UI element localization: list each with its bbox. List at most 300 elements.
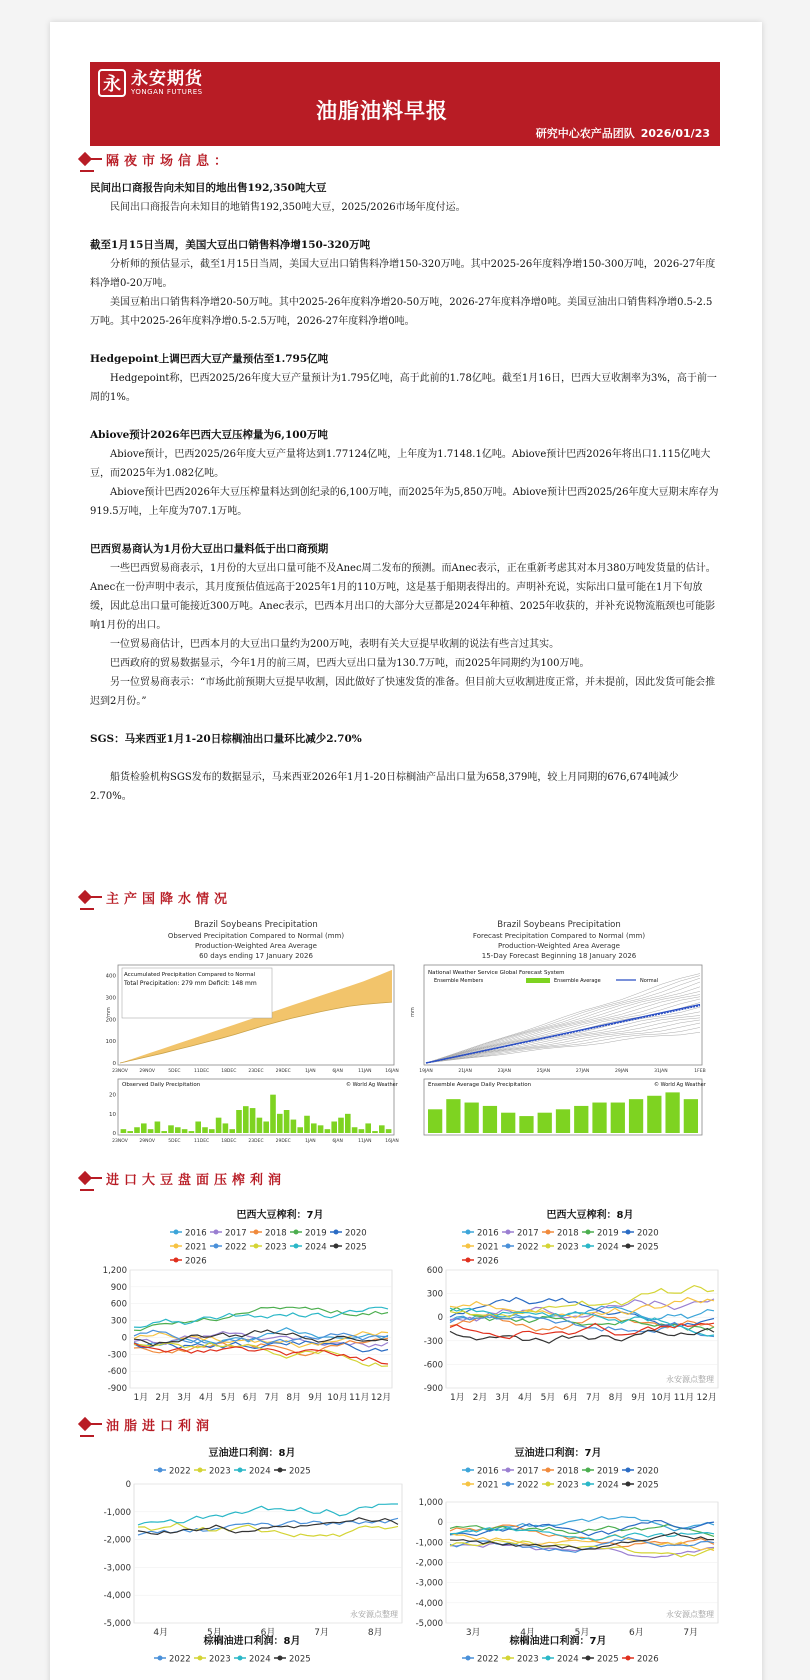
legend-label: 2016	[477, 1228, 499, 1239]
x-tick: 1月	[133, 1393, 149, 1403]
legend-marker	[506, 1482, 511, 1487]
legend-label: 2022	[477, 1654, 499, 1665]
news-title: Hedgepoint上调巴西大豆产量预估至1.795亿吨	[90, 353, 329, 365]
legend-label: 2025	[289, 1654, 311, 1665]
legend-label: 2020	[637, 1228, 659, 1239]
legend-label: 2025	[637, 1480, 659, 1491]
y-tick: -2,000	[415, 1558, 443, 1569]
section-title: 油脂进口利润	[106, 1419, 215, 1434]
legend-marker	[334, 1230, 339, 1235]
fc-daily-bar	[538, 1113, 552, 1133]
obs-daily-bar	[277, 1114, 283, 1133]
fc-x-tick: 27JAN	[575, 1069, 590, 1074]
x-tick: 7月	[585, 1393, 601, 1403]
y-tick: -600	[423, 1360, 443, 1371]
chart-title: 棕榈油进口利润：8月	[203, 1636, 301, 1647]
report-banner	[90, 62, 720, 146]
report-subtitle	[530, 125, 710, 141]
news-item	[90, 539, 720, 711]
chart-title: 豆油进口利润：7月	[514, 1448, 602, 1459]
legend-label: 2019	[597, 1228, 619, 1239]
x-tick: 11月	[673, 1393, 695, 1403]
x-tick: 8月	[367, 1628, 383, 1638]
news-paragraph: 美国豆粕出口销售料净增20-50万吨。其中2025-26年度料净增20-50万吨，2026-27年度料净增0吨。美国豆油出口销售料净增0.5-2.5万吨。其中2025-26年度料净增0.5-2.5万吨，2026-27年度料净增0吨。	[90, 297, 713, 327]
y-tick: 0	[125, 1480, 131, 1490]
fc-daily-bar	[684, 1099, 698, 1133]
fc-x-tick: 29JAN	[615, 1069, 629, 1074]
obs-y2-tick: 0	[112, 1131, 116, 1137]
x-tick: 8月	[286, 1393, 302, 1403]
legend-marker	[466, 1468, 471, 1473]
legend-label: 2026	[637, 1654, 659, 1665]
legend-marker	[586, 1482, 591, 1487]
legend-marker	[214, 1230, 219, 1235]
news-item	[90, 425, 720, 521]
x-tick: 2月	[155, 1393, 171, 1403]
y-tick: -3,000	[103, 1563, 131, 1574]
y-tick: 0	[437, 1313, 443, 1324]
x-tick: 5月	[220, 1393, 236, 1403]
report-page	[50, 22, 762, 1680]
news-paragraph: Abiove预计巴西2026年大豆压榨量料达到创纪录的6,100万吨，而2025年为5,850万吨。Abiove预计巴西2025/26年度大豆期末库存为919.5万吨，上年度为707.1万吨。	[90, 487, 719, 517]
x-tick: 8月	[608, 1393, 624, 1403]
legend-label: 2018	[557, 1228, 579, 1239]
legend-marker	[506, 1244, 511, 1249]
legend-label: 2024	[249, 1466, 271, 1477]
x-tick: 12月	[696, 1393, 717, 1403]
legend-marker	[466, 1482, 471, 1487]
fc-legend-members: Ensemble Members	[434, 978, 484, 984]
legend-marker	[158, 1468, 163, 1473]
legend-label: 2024	[597, 1480, 619, 1491]
fc-box1: National Weather Service Global Forecast System	[428, 970, 565, 976]
legend-label: 2026	[185, 1256, 207, 1267]
legend-label: 2025	[289, 1466, 311, 1477]
obs-daily-bar	[168, 1125, 174, 1133]
plot-frame	[130, 1270, 392, 1388]
legend-label: 2024	[249, 1654, 271, 1665]
obs-daily-bar	[229, 1129, 235, 1133]
news-title: Abiove预计2026年巴西大豆压榨量为6,100万吨	[90, 429, 328, 441]
y-tick: -300	[423, 1336, 443, 1347]
x-tick: 4月	[199, 1393, 214, 1403]
logo-cn: 永安期货	[131, 68, 203, 89]
legend-label: 2024	[597, 1242, 619, 1253]
obs-lower-label: Observed Daily Precipitation	[122, 1082, 201, 1088]
legend-marker	[214, 1244, 219, 1249]
y-tick: -1,000	[415, 1538, 443, 1549]
y-tick: 600	[426, 1266, 443, 1276]
section-title: 隔夜市场信息：	[106, 154, 233, 169]
obs-daily-bar	[250, 1108, 256, 1133]
fc-daily-bar	[574, 1106, 588, 1133]
fc-legend-avg: Ensemble Average	[554, 978, 601, 984]
y-tick: -600	[107, 1367, 127, 1378]
legend-marker	[546, 1244, 551, 1249]
y-tick: -5,000	[103, 1619, 131, 1629]
y-tick: 0	[437, 1518, 443, 1529]
obs-y-tick: 300	[106, 995, 116, 1002]
logo-en: YONGAN FUTURES	[131, 87, 203, 96]
obs-y-tick: 200	[106, 1017, 116, 1024]
obs-daily-bar	[148, 1129, 154, 1133]
news-title: SGS：马来西亚1月1-20日棕榈油出口量环比减少2.70%	[90, 733, 362, 745]
plot-frame	[446, 1270, 718, 1388]
x-tick: 7月	[314, 1628, 329, 1638]
y-tick: 1,000	[418, 1498, 443, 1508]
obs-daily-bar	[297, 1127, 303, 1133]
section-title: 主产国降水情况	[106, 892, 233, 907]
legend-marker	[198, 1656, 203, 1661]
news-item	[90, 178, 720, 217]
legend-marker	[626, 1482, 631, 1487]
y-tick: 0	[121, 1333, 127, 1344]
fc-x-tick: 31JAN	[654, 1069, 668, 1074]
news-item	[90, 729, 720, 806]
obs-x-tick: 1JAN	[305, 1069, 316, 1074]
x-tick: 3月	[465, 1628, 481, 1638]
legend-label: 2020	[637, 1466, 659, 1477]
soyoil-import-profit-jul-chart	[406, 1458, 726, 1638]
obs-x-tick: 29NOV	[139, 1069, 156, 1074]
legend-label: 2025	[637, 1242, 659, 1253]
y-tick: -3,000	[415, 1578, 443, 1589]
legend-marker	[626, 1468, 631, 1473]
legend-marker	[466, 1258, 471, 1263]
brazil-crush-margin-jul-chart	[90, 1220, 400, 1410]
obs-x-tick: 18DEC	[221, 1069, 237, 1074]
x-tick: 1月	[449, 1393, 465, 1403]
legend-label: 2023	[265, 1242, 287, 1253]
y-tick: -900	[423, 1384, 443, 1394]
fc-daily-bar	[629, 1099, 643, 1133]
obs-daily-bar	[121, 1129, 127, 1133]
fc-x-tick: 21JAN	[458, 1069, 472, 1074]
plot-frame	[134, 1484, 402, 1623]
obs-x-tick: 23NOV	[112, 1069, 128, 1074]
fc-daily-bar	[501, 1113, 515, 1133]
legend-label: 2018	[265, 1228, 287, 1239]
news-paragraph: 船货检验机构SGS发布的数据显示，马来西亚2026年1月1-20日棕榈油产品出口量为658,379吨，较上月同期的676,674吨减少2.70%。	[90, 772, 679, 802]
x-tick: 9月	[631, 1393, 647, 1403]
obs-daily-bar	[372, 1131, 378, 1133]
report-title: 油脂油料早报	[316, 99, 448, 123]
legend-label: 2017	[517, 1228, 539, 1239]
news-title: 民间出口商报告向未知目的地出售192,350吨大豆	[90, 182, 327, 194]
obs-daily-bar	[195, 1122, 201, 1134]
fc-ylabel: mm	[410, 1007, 416, 1017]
obs-daily-bar	[263, 1122, 269, 1134]
legend-marker	[546, 1230, 551, 1235]
legend-label: 2022	[517, 1480, 539, 1491]
fc-daily-bar	[428, 1109, 442, 1133]
fc-daily-bar	[592, 1103, 606, 1133]
chart-watermark: 永安源点整理	[666, 1610, 714, 1619]
section-title: 进口大豆盘面压榨利润	[106, 1173, 287, 1188]
obs-x2-tick: 23NOV	[112, 1139, 128, 1144]
palmoil-import-profit-jul-chart	[406, 1646, 726, 1676]
obs-x-tick: 23DEC	[248, 1069, 264, 1074]
x-tick: 4月	[153, 1628, 169, 1638]
legend-label: 2025	[345, 1242, 367, 1253]
obs-x2-tick: 18DEC	[221, 1139, 237, 1144]
y-tick: -4,000	[103, 1591, 131, 1602]
legend-label: 2022	[169, 1654, 191, 1665]
legend-label: 2024	[305, 1242, 327, 1253]
legend-marker	[278, 1468, 283, 1473]
legend-label: 2026	[477, 1256, 499, 1267]
obs-x2-tick: 6JAN	[332, 1139, 343, 1144]
obs-daily-bar	[243, 1106, 249, 1133]
legend-marker	[254, 1244, 259, 1249]
obs-x-tick: 16JAN	[385, 1069, 399, 1074]
legend-marker	[238, 1656, 243, 1661]
legend-marker	[174, 1230, 179, 1235]
obs-daily-bar	[175, 1127, 181, 1133]
obs-x2-tick: 16JAN	[385, 1139, 399, 1144]
legend-marker	[586, 1244, 591, 1249]
obs-box1: Accumulated Precipitation Compared to Normal	[124, 972, 256, 978]
y-tick: -900	[107, 1384, 127, 1394]
legend-marker	[466, 1656, 471, 1661]
obs-sub3: 60 days ending 17 January 2026	[199, 952, 313, 960]
news-paragraph: 一位贸易商估计，巴西本月的大豆出口量约为200万吨，表明有关大豆提早收割的说法有些言过其实。	[110, 639, 560, 650]
legend-label: 2023	[209, 1654, 231, 1665]
obs-daily-bar	[338, 1118, 344, 1133]
legend-label: 2024	[557, 1654, 579, 1665]
obs-x2-tick: 23DEC	[248, 1139, 264, 1144]
obs-daily-bar	[216, 1118, 222, 1133]
obs-daily-bar	[331, 1122, 337, 1134]
x-tick: 9月	[308, 1393, 323, 1403]
obs-x2-tick: 29NOV	[139, 1139, 156, 1144]
obs-daily-bar	[352, 1127, 358, 1133]
chart-watermark: 永安源点整理	[666, 1375, 714, 1384]
obs-x-tick: 5DEC	[168, 1069, 181, 1074]
report-date: 2026/01/23	[640, 127, 710, 140]
news-paragraph	[90, 749, 720, 768]
obs-daily-bar	[161, 1131, 167, 1133]
legend-marker	[506, 1468, 511, 1473]
news-paragraph: 一些巴西贸易商表示，1月份的大豆出口量可能不及Anec周二发布的预测。而Anec表示，正在重新考虑其对本月380万吨发货量的估计。	[110, 563, 716, 574]
legend-marker	[334, 1244, 339, 1249]
brazil-observed-precip-chart	[106, 917, 406, 1163]
news-paragraph: Anec在一份声明中表示，其月度预估值远高于2025年1月的110万吨，这是基于船期表得出的。声明补充说，实际出口量可能在1月下旬放缓，因此总出口量可能接近300万吨。Anec表示，巴西本月出口的大部分大豆都是2024年种植、2025年收获的，并补充说物流瓶颈也可能影响1月份的出口。	[90, 582, 716, 631]
obs-daily-bar	[127, 1131, 133, 1133]
obs-daily-bar	[284, 1110, 290, 1133]
obs-daily-bar	[304, 1116, 310, 1133]
obs-daily-bar	[325, 1129, 331, 1133]
legend-marker	[546, 1468, 551, 1473]
yongan-logo-icon: 永	[98, 69, 126, 97]
y-tick: 300	[426, 1289, 443, 1300]
fc-daily-bar	[665, 1092, 679, 1133]
obs-daily-bar	[223, 1123, 229, 1133]
obs-y-tick: 100	[106, 1039, 116, 1046]
legend-marker	[466, 1230, 471, 1235]
legend-label: 2020	[345, 1228, 367, 1239]
fc-daily-bar	[556, 1109, 570, 1133]
obs-sub1: Observed Precipitation Compared to Normal (mm)	[167, 932, 345, 940]
obs-x2-tick: 5DEC	[168, 1139, 181, 1144]
obs-daily-bar	[209, 1129, 215, 1133]
obs-daily-bar	[189, 1131, 195, 1133]
news-paragraph: 巴西政府的贸易数据显示，今年1月的前三周，巴西大豆出口量为130.7万吨，而2025年同期约为100万吨。	[110, 658, 590, 669]
fc-daily-bar	[465, 1103, 479, 1133]
fc-x-tick: 1FEB	[694, 1069, 706, 1074]
chart-title: 豆油进口利润：8月	[208, 1448, 296, 1459]
legend-label: 2023	[517, 1654, 539, 1665]
x-tick: 5月	[574, 1628, 590, 1638]
news-paragraph: 民间出口商报告向未知目的地销售192,350吨大豆，2025/2026市场年度付运。	[110, 202, 466, 213]
legend-marker	[294, 1230, 299, 1235]
legend-marker	[294, 1244, 299, 1249]
news-list	[90, 178, 720, 824]
fc-x-tick: 25JAN	[536, 1069, 551, 1074]
fc-daily-bar	[446, 1099, 460, 1133]
obs-daily-bar	[155, 1122, 161, 1134]
fc-title: Brazil Soybeans Precipitation	[497, 920, 621, 930]
news-title: 巴西贸易商认为1月份大豆出口量料低于出口商预期	[90, 543, 329, 555]
x-tick: 5月	[540, 1393, 556, 1403]
obs-x-tick: 6JAN	[332, 1069, 343, 1074]
legend-label: 2023	[557, 1480, 579, 1491]
fc-credit: © World Ag Weather	[654, 1082, 706, 1088]
legend-marker	[198, 1468, 203, 1473]
obs-daily-bar	[345, 1114, 351, 1133]
legend-label: 2023	[557, 1242, 579, 1253]
legend-marker	[626, 1656, 631, 1661]
fc-legend-avg-swatch	[526, 978, 550, 983]
soyoil-import-profit-aug-chart	[90, 1458, 410, 1638]
y-tick: -1,000	[103, 1507, 131, 1518]
obs-y2-tick: 20	[109, 1092, 116, 1099]
obs-x2-tick: 11DEC	[194, 1139, 210, 1144]
legend-label: 2022	[169, 1466, 191, 1477]
legend-marker	[546, 1482, 551, 1487]
news-paragraph: 分析师的预估显示，截至1月15日当周，美国大豆出口销售料净增150-320万吨。其中2025-26年度料净增150-300万吨，2026-27年度料净增0-20万吨。	[90, 259, 716, 289]
y-tick: 1,200	[102, 1266, 127, 1276]
obs-daily-bar	[311, 1123, 317, 1133]
legend-label: 2017	[225, 1228, 247, 1239]
legend-marker	[546, 1656, 551, 1661]
x-tick: 5月	[207, 1628, 222, 1638]
x-tick: 12月	[370, 1393, 392, 1403]
obs-daily-bar	[365, 1123, 371, 1133]
obs-x2-tick: 1JAN	[305, 1139, 316, 1144]
obs-box2: Total Precipitation: 279 mm Deficit: 148 mm	[124, 980, 257, 987]
x-tick: 10月	[651, 1393, 672, 1403]
legend-marker	[586, 1468, 591, 1473]
news-title: 截至1月15日当周，美国大豆出口销售料净增150-320万吨	[90, 239, 371, 251]
fc-daily-bar	[483, 1106, 497, 1133]
legend-marker	[586, 1656, 591, 1661]
chart-title: 巴西大豆榨利：7月	[236, 1210, 324, 1221]
legend-marker	[238, 1468, 243, 1473]
y-tick: 600	[110, 1299, 127, 1310]
news-paragraph: Abiove预计，巴西2025/26年度大豆产量将达到1.77124亿吨，上年度为1.7148.1亿吨。Abiove预计巴西2026年将出口1.115亿吨大豆，而2025年为1.082亿吨。	[90, 449, 711, 479]
obs-daily-bar	[318, 1125, 324, 1133]
y-tick: 900	[110, 1282, 127, 1293]
x-tick: 6月	[629, 1628, 644, 1638]
yongan-logo	[98, 69, 203, 97]
obs-credit: © World Ag Weather	[346, 1082, 398, 1088]
fc-sub1: Forecast Precipitation Compared to Normal (mm)	[472, 932, 646, 940]
obs-daily-bar	[359, 1129, 365, 1133]
obs-daily-bar	[291, 1120, 297, 1133]
x-tick: 4月	[517, 1393, 533, 1403]
x-tick: 6月	[563, 1393, 579, 1403]
obs-ylabel: mm	[106, 1007, 112, 1017]
legend-label: 2021	[185, 1242, 207, 1253]
legend-label: 2019	[305, 1228, 327, 1239]
legend-marker	[506, 1230, 511, 1235]
obs-daily-bar	[141, 1123, 147, 1133]
fc-daily-bar	[611, 1103, 625, 1133]
y-tick: -2,000	[103, 1535, 131, 1546]
y-tick: -5,000	[415, 1619, 443, 1629]
obs-daily-bar	[379, 1125, 385, 1133]
report-team: 研究中心农产品团队	[535, 127, 635, 140]
legend-label: 2021	[477, 1480, 499, 1491]
x-tick: 4月	[520, 1628, 535, 1638]
news-paragraph: Hedgepoint称，巴西2025/26年度大豆产量预计为1.795亿吨，高于此前的1.78亿吨。截至1月16日，巴西大豆收割率为3%，高于前一周的1%。	[90, 373, 717, 403]
legend-label: 2022	[517, 1242, 539, 1253]
news-item	[90, 349, 720, 407]
obs-x2-tick: 29DEC	[275, 1139, 291, 1144]
obs-title: Brazil Soybeans Precipitation	[194, 920, 318, 930]
legend-label: 2025	[597, 1654, 619, 1665]
obs-daily-bar	[236, 1110, 242, 1133]
x-tick: 7月	[683, 1628, 699, 1638]
legend-label: 2021	[477, 1242, 499, 1253]
legend-marker	[466, 1244, 471, 1249]
brazil-crush-margin-aug-chart	[406, 1220, 726, 1410]
obs-x-tick: 29DEC	[275, 1069, 291, 1074]
fc-sub3: 15-Day Forecast Beginning 18 January 2026	[481, 952, 637, 960]
news-item	[90, 235, 720, 331]
y-tick: -4,000	[415, 1598, 443, 1609]
fc-lower-label: Ensemble Average Daily Precipitation	[428, 1082, 532, 1088]
fc-x-tick: 23JAN	[497, 1069, 511, 1074]
x-tick: 7月	[264, 1393, 280, 1403]
brazil-forecast-precip-chart	[406, 917, 712, 1163]
legend-label: 2016	[185, 1228, 207, 1239]
chart-watermark: 永安源点整理	[350, 1610, 398, 1619]
fc-x-tick: 19JAN	[419, 1069, 433, 1074]
x-tick: 6月	[260, 1628, 276, 1638]
obs-y2-tick: 10	[109, 1111, 116, 1118]
legend-label: 2019	[597, 1466, 619, 1477]
fc-daily-bar	[647, 1096, 661, 1133]
fc-sub2: Production-Weighted Area Average	[498, 942, 620, 950]
y-tick: 300	[110, 1316, 127, 1327]
fc-legend-normal: Normal	[640, 978, 659, 984]
obs-y-tick: 0	[112, 1061, 116, 1067]
obs-daily-bar	[182, 1129, 188, 1133]
legend-marker	[158, 1656, 163, 1661]
obs-daily-bar	[134, 1127, 140, 1133]
x-tick: 3月	[177, 1393, 192, 1403]
legend-marker	[626, 1244, 631, 1249]
news-paragraph: 另一位贸易商表示：“市场此前预期大豆提早收割，因此做好了快速发货的准备。但目前大豆收割进度正常，并未提前，因此发货可能会推迟到2月份。”	[90, 677, 716, 707]
obs-x-tick: 11DEC	[194, 1069, 210, 1074]
palmoil-import-profit-aug-chart	[90, 1646, 410, 1676]
legend-marker	[586, 1230, 591, 1235]
chart-title: 巴西大豆榨利：8月	[546, 1210, 634, 1221]
legend-marker	[174, 1258, 179, 1263]
legend-label: 2016	[477, 1466, 499, 1477]
